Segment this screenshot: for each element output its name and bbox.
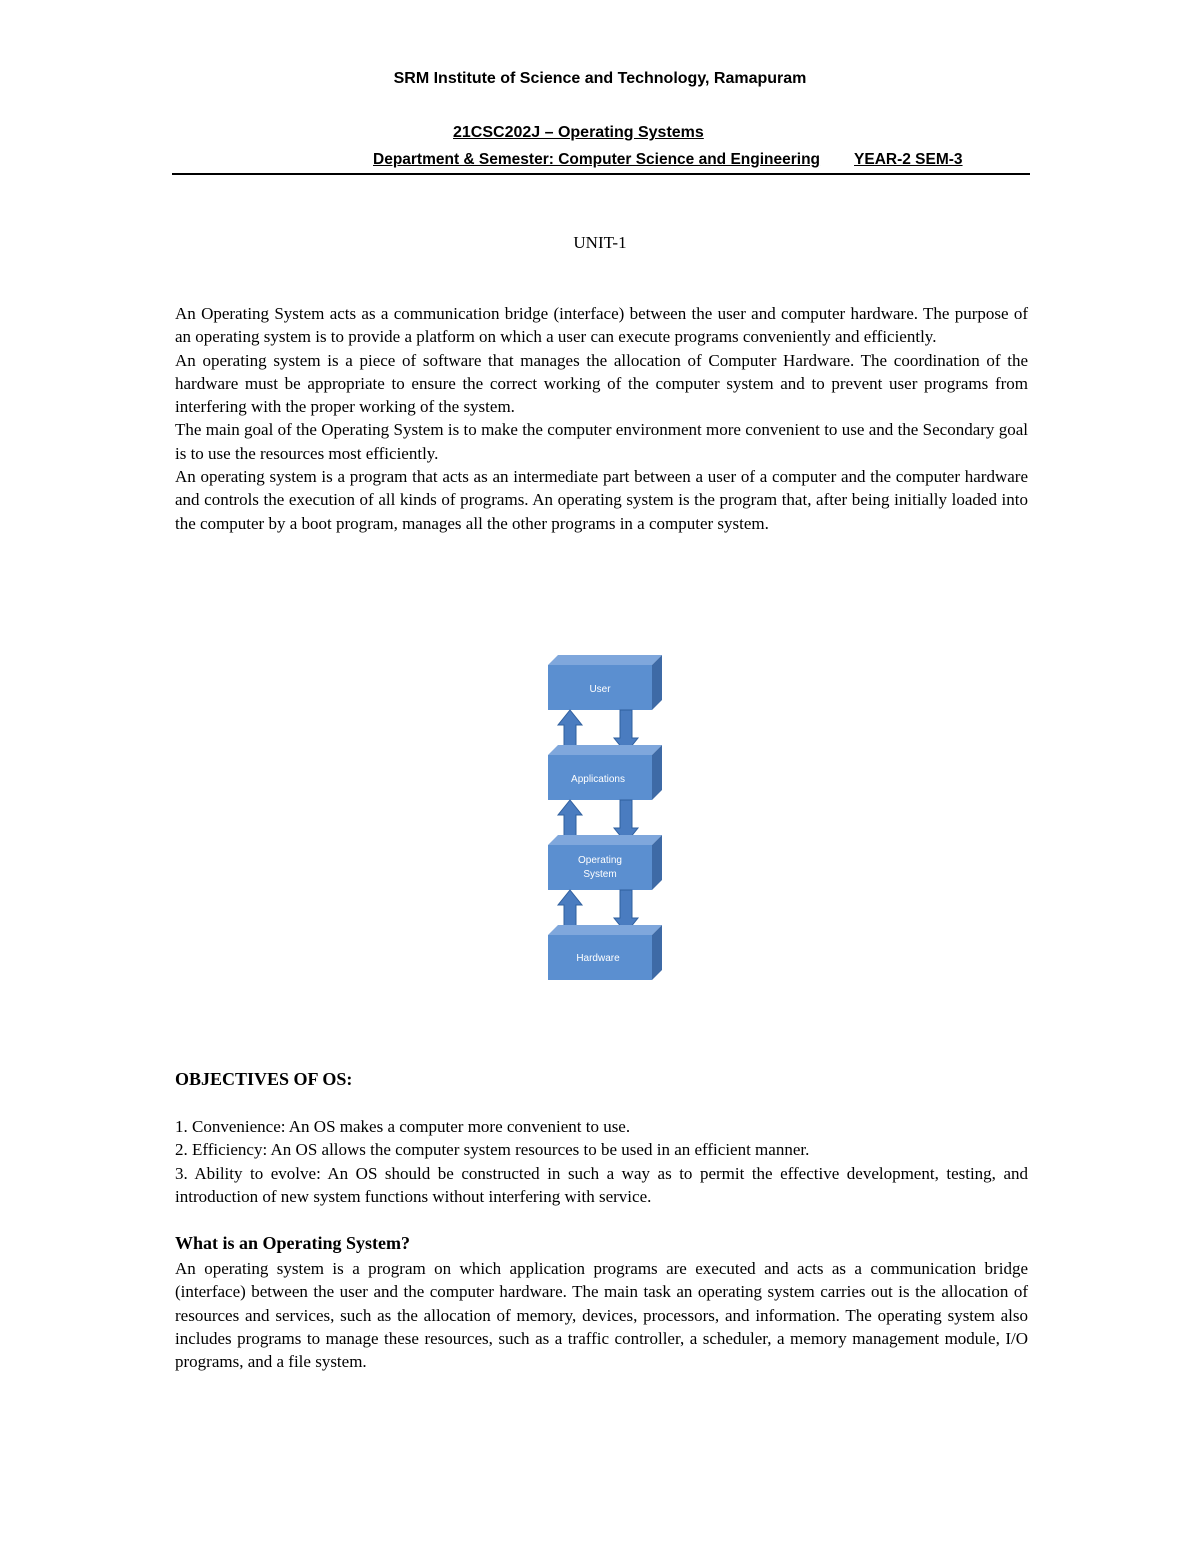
objective-item: 1. Convenience: An OS makes a computer more convenient to use. xyxy=(175,1117,631,1136)
layer-label-user: User xyxy=(589,684,611,695)
objective-item: 2. Efficiency: An OS allows the computer system resources to be used in an efficient manner. xyxy=(175,1140,810,1160)
layer-box-user xyxy=(548,655,662,710)
intro-section xyxy=(175,302,1028,535)
department-text: Department & Semester: Computer Science and Engineering xyxy=(373,151,821,168)
objectives-heading: OBJECTIVES OF OS: xyxy=(175,1069,353,1089)
box-top xyxy=(548,745,662,755)
layer-label-operating-system: Operating System xyxy=(578,855,622,880)
box-top xyxy=(548,655,662,665)
intro-paragraph: An operating system is a piece of software that manages the allocation of Computer Hardware. The coordination of the hardware must be appropriate to ensure the correct working of the computer system and to prevent user programs from interfering with the proper working of the system. xyxy=(175,350,1028,417)
layer-box-hardware xyxy=(548,925,662,980)
header-rule xyxy=(172,173,1030,175)
objective-item: 3. Ability to evolve: An OS should be constructed in such a way as to permit the effective development, testing, and introduction of new system functions without interfering with service. xyxy=(175,1163,1028,1206)
institute-name: SRM Institute of Science and Technology, Ramapuram xyxy=(393,70,807,87)
layer-label-hardware: Hardware xyxy=(576,953,620,964)
year-semester: YEAR-2 SEM-3 xyxy=(854,151,963,168)
box-top xyxy=(548,925,662,935)
unit-title: UNIT-1 xyxy=(573,233,627,252)
layer-label-applications: Applications xyxy=(571,774,625,785)
what-is-os-heading: What is an Operating System? xyxy=(175,1233,411,1253)
objectives-list xyxy=(175,1115,1028,1208)
course-title: 21CSC202J – Operating Systems xyxy=(453,124,704,141)
box-top xyxy=(548,835,662,845)
intro-paragraph: An operating system is a program that acts as an intermediate part between a user of a computer and the computer hardware and controls the execution of all kinds of programs. An operating system is the program that, after being initially loaded into the computer by a boot program, manages all the other programs in a computer system. xyxy=(175,467,1028,533)
what-is-os-section xyxy=(175,1257,1028,1373)
arrow-up xyxy=(558,890,582,930)
department-line xyxy=(373,151,963,169)
os-layer-diagram xyxy=(540,650,670,985)
intro-paragraph: The main goal of the Operating System is to make the computer environment more convenient to use and the Secondary goal is to use the resources most efficiently. xyxy=(175,420,1028,463)
intro-paragraph: An Operating System acts as a communication bridge (interface) between the user and computer hardware. The purpose of an operating system is to provide a platform on which a user can execute programs conveniently and efficiently. xyxy=(175,304,1028,347)
arrow-up xyxy=(558,710,582,750)
what-is-os-paragraph: An operating system is a program on which application programs are executed and acts as a communication bridge (interface) between the user and the computer hardware. The main task an operating system carries out is the allocation of resources and services, such as the allocation of memory, devices, processors, and information. The operating system also includes programs to manage these resources, such as a traffic controller, a scheduler, a memory management module, I/O programs, and a file system. xyxy=(175,1259,1028,1372)
arrow-up xyxy=(558,800,582,840)
layer-box-applications xyxy=(548,745,662,800)
layer-box-operating-system xyxy=(548,835,662,890)
